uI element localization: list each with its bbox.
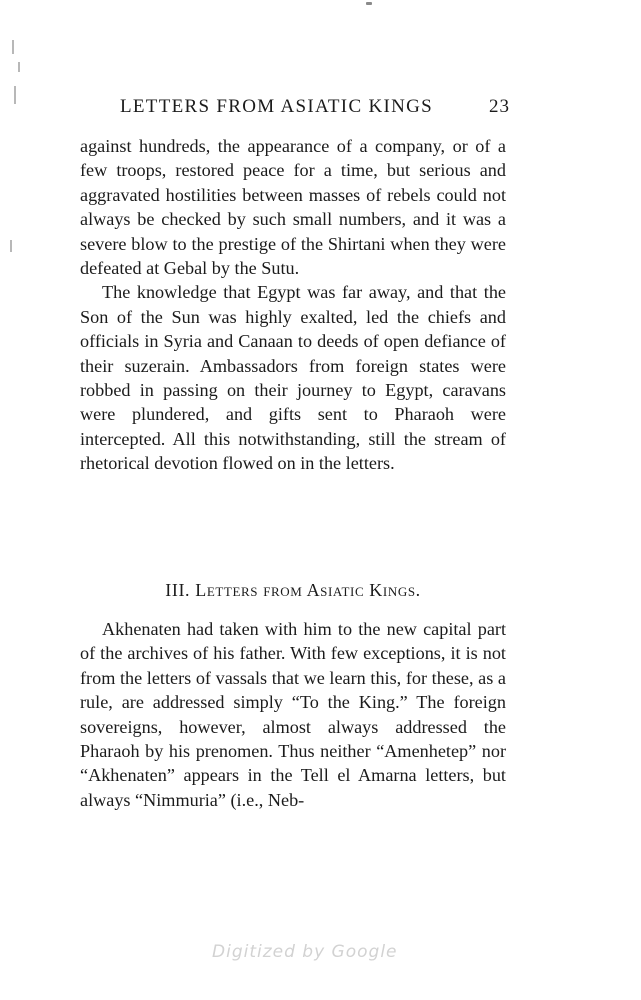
paragraph: Akhenaten had taken with him to the new capital part of the archives of his father. With few exceptions, it is not from the letters of vassals that we learn this, for these, as a rule, are addressed simply “To the King.” The foreign sovereigns, however, almost always addressed the Pharaoh by his prenomen. Thus neither “Amenhetep” nor “Akhenaten” appears in the Tell el Amarna letters, but always “Nimmuria” (i.e., Neb- xyxy=(80,619,506,810)
section-title: Letters from Asiatic Kings. xyxy=(195,580,421,600)
scan-mark xyxy=(366,2,372,5)
page-number: 23 xyxy=(489,96,510,117)
body-text-lower xyxy=(80,617,506,812)
running-title: LETTERS FROM ASIATIC KINGS xyxy=(120,96,434,117)
section-heading xyxy=(80,580,506,601)
scan-speck xyxy=(18,62,20,72)
scan-speck xyxy=(14,86,16,104)
scan-speck xyxy=(10,240,12,252)
paragraph: against hundreds, the appearance of a company, or of a few troops, restored peace for a time, but serious and aggravated hostilities between masses of rebels could not always be checked by such small numbers, and it was a severe blow to the prestige of the Shirtani when they were defeated at Gebal by the Sutu. xyxy=(80,136,506,279)
section-numeral: III. xyxy=(165,580,191,600)
paragraph: The knowledge that Egypt was far away, and that the Son of the Sun was highly exalted, led the chiefs and officials in Syria and Canaan to deeds of open defiance of their suzerain. Ambassadors from foreign states were robbed in passing on their journey to Egypt, caravans were plundered, and gifts sent to Pharaoh were intercepted. All this notwithstanding, still the stream of rhetorical devotion flowed on in the letters. xyxy=(80,282,506,474)
body-text-upper xyxy=(80,134,506,476)
running-header xyxy=(80,96,510,120)
scan-speck xyxy=(12,40,14,54)
digitization-watermark: Digitized by Google xyxy=(212,942,398,962)
